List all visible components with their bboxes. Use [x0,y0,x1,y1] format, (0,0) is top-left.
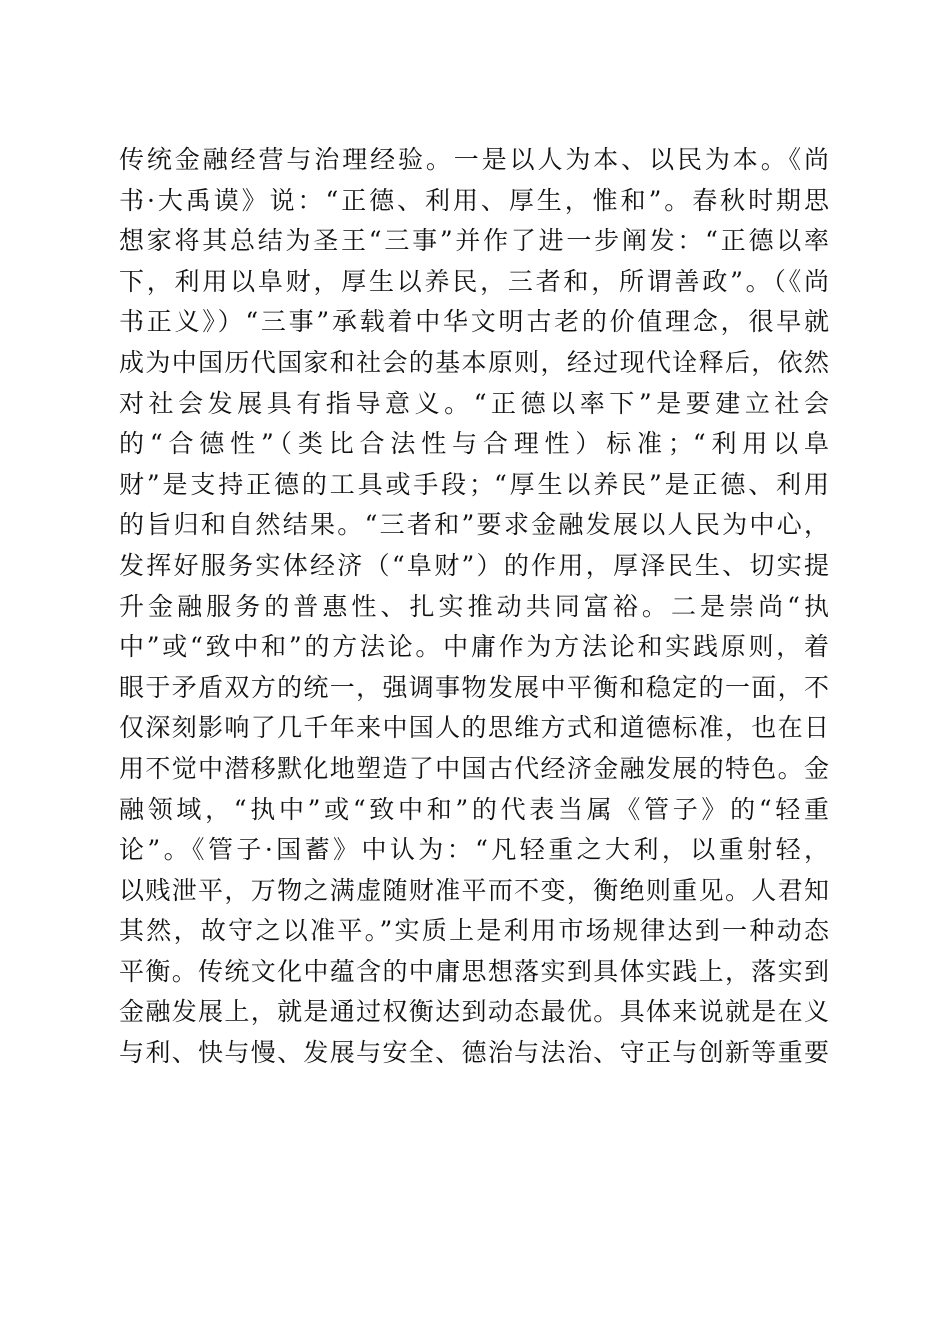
text-line: 的“合德性”（类比合法性与合理性）标准；“利用以阜 [119,429,829,459]
text-line: 传统金融经营与治理经验。一是以人为本、以民为本。《尚 [119,145,829,174]
text-line: 论”。《管子·国蓄》中认为：“凡轻重之大利，以重射轻， [119,835,829,865]
text-line: 仅深刻影响了几千年来中国人的思维方式和道德标准，也在日 [119,713,829,743]
text-line: 升金融服务的普惠性、扎实推动共同富裕。二是崇尚“执 [119,591,829,621]
text-line: 中”或“致中和”的方法论。中庸作为方法论和实践原则，着 [119,632,829,662]
text-line: 用不觉中潜移默化地塑造了中国古代经济金融发展的特色。金 [119,753,829,783]
text-line: 平衡。传统文化中蕴含的中庸思想落实到具体实践上，落实到 [119,956,829,986]
text-line: 成为中国历代国家和社会的基本原则，经过现代诠释后，依然 [119,347,829,377]
text-line: 融领域，“执中”或“致中和”的代表当属《管子》的“轻重 [119,794,829,824]
body-paragraph [119,140,829,1074]
text-line: 对社会发展具有指导意义。“正德以率下”是要建立社会 [119,388,829,418]
text-line: 书·大禹谟》说：“正德、利用、厚生，惟和”。春秋时期思 [119,185,829,215]
text-line: 眼于矛盾双方的统一，强调事物发展中平衡和稳定的一面，不 [119,672,829,702]
text-line: 的旨归和自然结果。“三者和”要求金融发展以人民为中心， [119,510,829,540]
text-line: 与利、快与慢、发展与安全、德治与法治、守正与创新等重要 [119,1038,829,1068]
text-line: 金融发展上，就是通过权衡达到动态最优。具体来说就是在义 [119,997,829,1027]
text-line: 发挥好服务实体经济（“阜财”）的作用，厚泽民生、切实提 [119,550,829,580]
text-line: 书正义》）“三事”承载着中华文明古老的价值理念，很早就 [119,307,829,337]
text-line: 财”是支持正德的工具或手段；“厚生以养民”是正德、利用 [119,469,829,499]
text-line: 下，利用以阜财，厚生以养民，三者和，所谓善政”。（《尚 [119,266,829,296]
text-line: 以贱泄平，万物之满虚随财准平而不变，衡绝则重见。人君知 [119,875,829,905]
text-line: 想家将其总结为圣王“三事”并作了进一步阐发：“正德以率 [119,226,829,256]
text-line: 其然，故守之以准平。”实质上是利用市场规律达到一种动态 [119,916,829,946]
